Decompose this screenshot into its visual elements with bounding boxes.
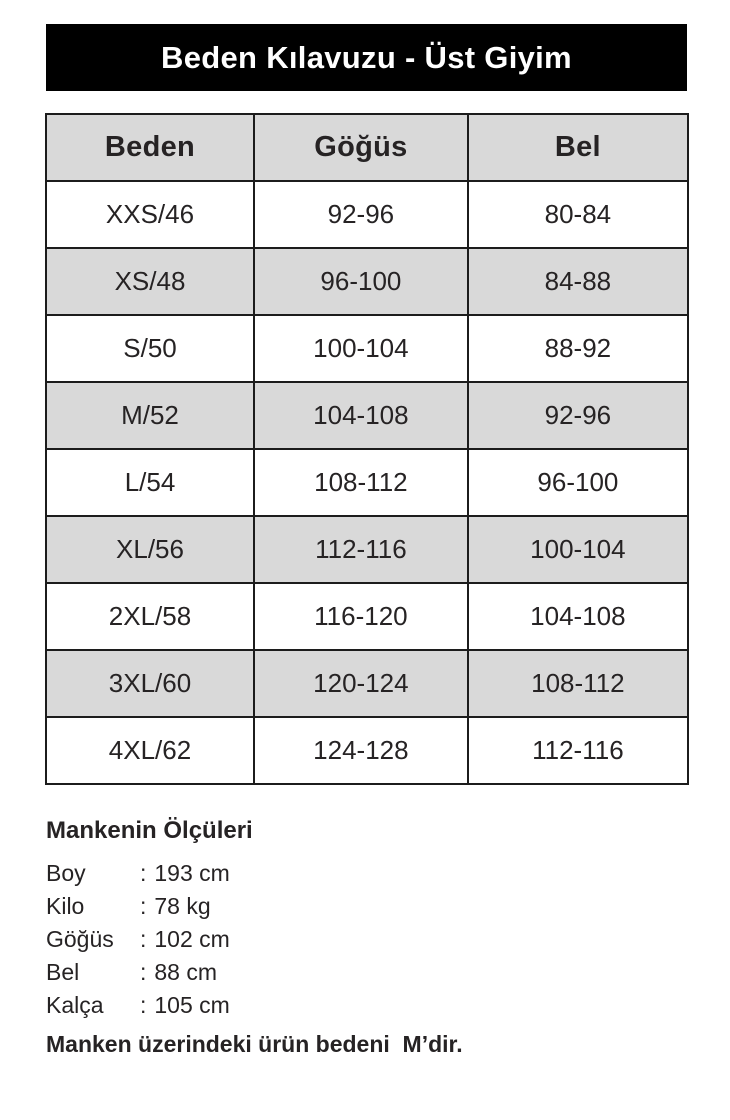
page-title: Beden Kılavuzu - Üst Giyim bbox=[161, 39, 572, 75]
measurement-label: Göğüs bbox=[46, 926, 114, 952]
chest-cell: 92-96 bbox=[254, 181, 468, 248]
waist-cell: 80-84 bbox=[468, 181, 688, 248]
measurement-separator: : bbox=[140, 992, 147, 1018]
model-measurements-heading: Mankenin Ölçüleri bbox=[46, 817, 253, 844]
measurement-value: 88 cm bbox=[154, 959, 218, 985]
waist-cell: 104-108 bbox=[468, 583, 688, 650]
size-cell: 4XL/62 bbox=[46, 717, 254, 784]
chest-cell: 108-112 bbox=[254, 449, 468, 516]
size-cell: XXS/46 bbox=[46, 181, 254, 248]
measurement-line-weight bbox=[46, 890, 684, 923]
size-cell: S/50 bbox=[46, 315, 254, 382]
waist-cell: 112-116 bbox=[468, 717, 688, 784]
table-row bbox=[46, 650, 688, 717]
size-cell: XL/56 bbox=[46, 516, 254, 583]
table-header-row bbox=[46, 114, 688, 181]
chest-cell: 116-120 bbox=[254, 583, 468, 650]
title-banner bbox=[46, 24, 687, 91]
size-cell: L/54 bbox=[46, 449, 254, 516]
measurement-separator: : bbox=[140, 926, 147, 952]
column-header-size: Beden bbox=[46, 114, 254, 181]
measurement-line-hip bbox=[46, 989, 684, 1022]
table-row bbox=[46, 449, 688, 516]
measurement-label: Bel bbox=[46, 959, 80, 985]
waist-cell: 88-92 bbox=[468, 315, 688, 382]
measurement-separator: : bbox=[140, 893, 147, 919]
chest-cell: 120-124 bbox=[254, 650, 468, 717]
size-guide-table bbox=[45, 113, 689, 785]
measurement-value: 102 cm bbox=[154, 926, 230, 952]
chest-cell: 112-116 bbox=[254, 516, 468, 583]
model-measurements-section bbox=[46, 817, 684, 1061]
table-row bbox=[46, 248, 688, 315]
table-row bbox=[46, 516, 688, 583]
waist-cell: 96-100 bbox=[468, 449, 688, 516]
measurement-label: Kilo bbox=[46, 893, 85, 919]
model-size-note: Manken üzerindeki ürün bedeni M’dir. bbox=[46, 1031, 463, 1057]
table-row bbox=[46, 382, 688, 449]
chest-cell: 96-100 bbox=[254, 248, 468, 315]
size-cell: 2XL/58 bbox=[46, 583, 254, 650]
size-cell: M/52 bbox=[46, 382, 254, 449]
measurement-value: 78 kg bbox=[154, 893, 211, 919]
measurement-line-chest bbox=[46, 923, 684, 956]
measurement-line-waist bbox=[46, 956, 684, 989]
measurement-line-height bbox=[46, 857, 684, 890]
measurement-value: 105 cm bbox=[154, 992, 230, 1018]
size-cell: 3XL/60 bbox=[46, 650, 254, 717]
table-row bbox=[46, 315, 688, 382]
table-row bbox=[46, 583, 688, 650]
table-row bbox=[46, 717, 688, 784]
measurement-label: Boy bbox=[46, 860, 86, 886]
chest-cell: 100-104 bbox=[254, 315, 468, 382]
waist-cell: 92-96 bbox=[468, 382, 688, 449]
chest-cell: 104-108 bbox=[254, 382, 468, 449]
table-row bbox=[46, 181, 688, 248]
measurement-separator: : bbox=[140, 860, 147, 886]
waist-cell: 108-112 bbox=[468, 650, 688, 717]
column-header-chest: Göğüs bbox=[254, 114, 468, 181]
chest-cell: 124-128 bbox=[254, 717, 468, 784]
measurement-separator: : bbox=[140, 959, 147, 985]
measurement-value: 193 cm bbox=[154, 860, 230, 886]
waist-cell: 100-104 bbox=[468, 516, 688, 583]
size-cell: XS/48 bbox=[46, 248, 254, 315]
measurement-label: Kalça bbox=[46, 992, 104, 1018]
column-header-waist: Bel bbox=[468, 114, 688, 181]
waist-cell: 84-88 bbox=[468, 248, 688, 315]
